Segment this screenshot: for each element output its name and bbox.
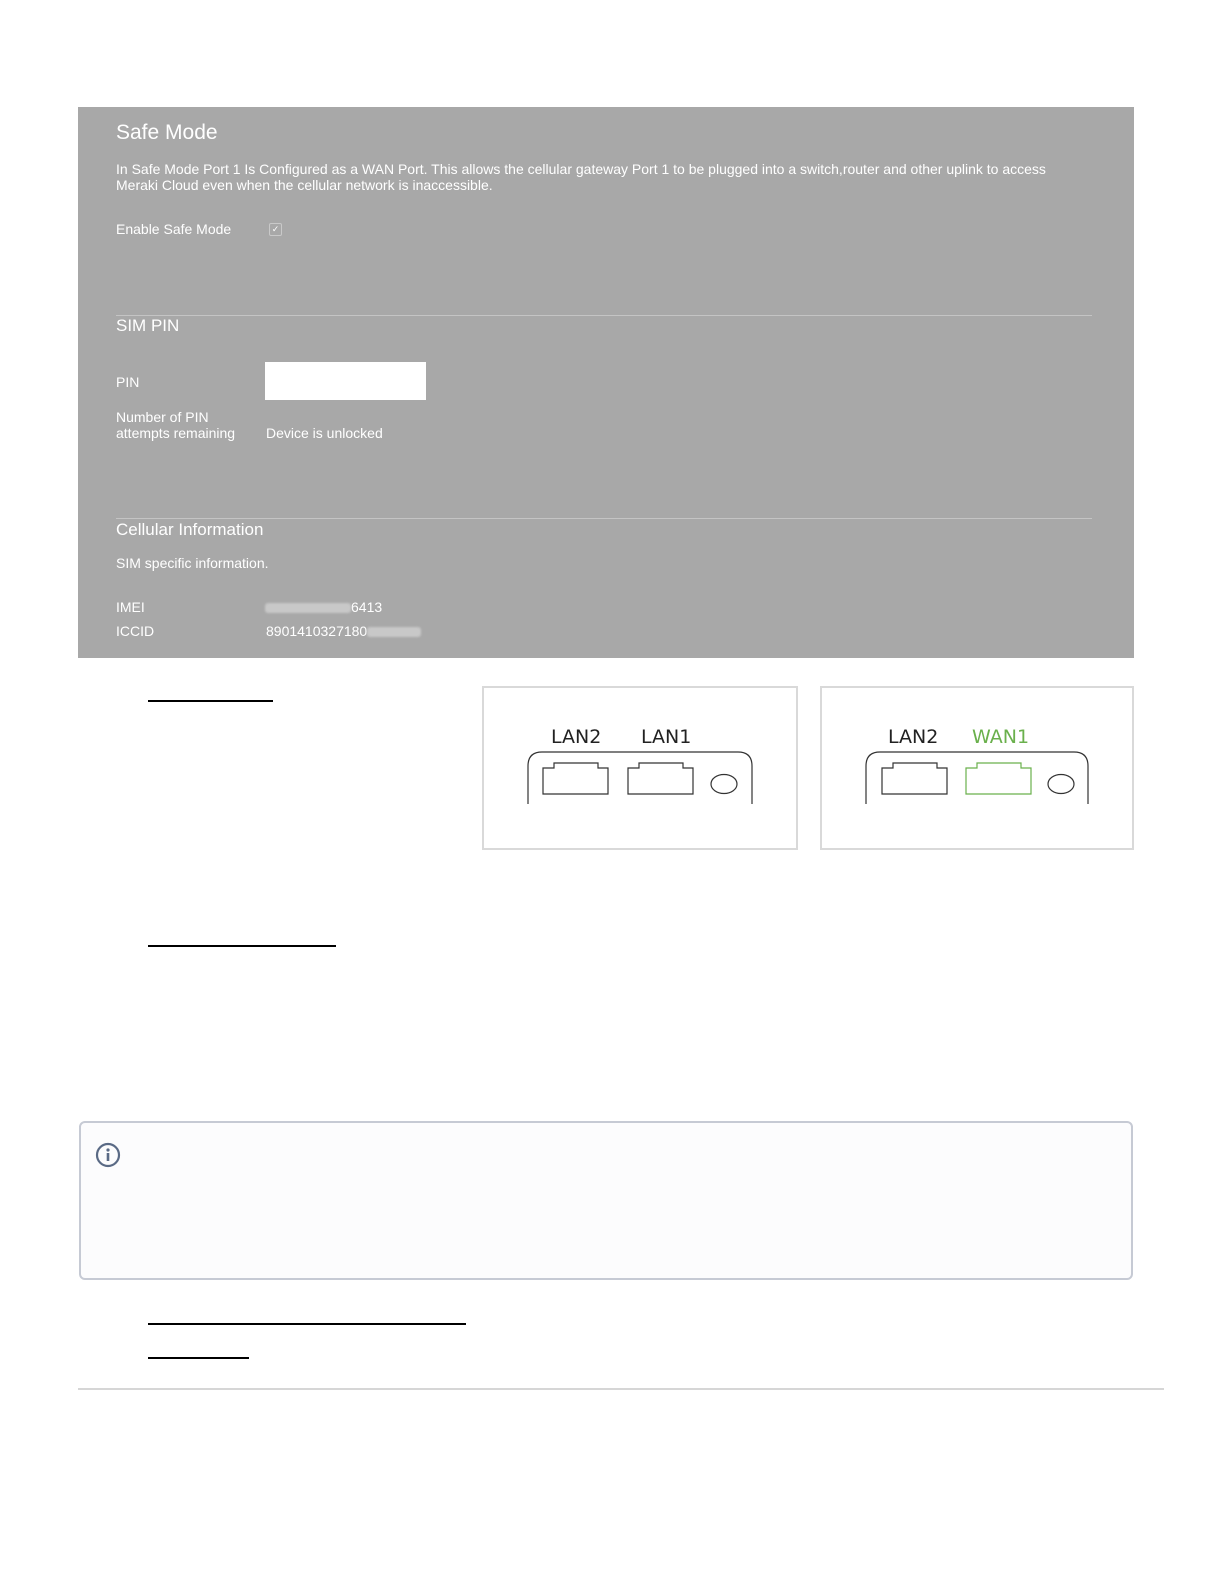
iccid-value xyxy=(266,623,421,639)
dashboard-settings-screenshot xyxy=(78,107,1134,658)
enable-safe-mode-label: Enable Safe Mode xyxy=(116,221,232,237)
info-circle-icon xyxy=(94,1141,122,1169)
port-diagram-normal xyxy=(482,686,798,850)
safe-mode-title: Safe Mode xyxy=(116,121,218,144)
imei-label: IMEI xyxy=(116,599,145,615)
safe-mode-description-line1: In Safe Mode Port 1 Is Configured as a WAN Port. This allows the cellular gateway Port 1 to be plugged into a switch,router and other uplink to access xyxy=(116,161,1046,177)
cellular-information-title: Cellular Information xyxy=(116,520,264,539)
device-ports-icon xyxy=(820,686,1134,850)
pin-input[interactable] xyxy=(265,362,426,400)
page-divider xyxy=(78,1388,1164,1390)
iccid-visible-digits: 8901410327180 xyxy=(266,623,368,639)
port-label-lan2: LAN2 xyxy=(551,726,602,748)
port-label-wan1: WAN1 xyxy=(972,726,1030,748)
link-underline[interactable] xyxy=(148,1323,466,1325)
section-divider xyxy=(116,315,1092,316)
enable-safe-mode-checkbox[interactable]: ✓ xyxy=(269,223,282,236)
imei-visible-digits: 6413 xyxy=(351,599,383,615)
pin-label: PIN xyxy=(116,374,140,390)
pin-attempts-label-line2: attempts remaining xyxy=(116,425,236,441)
imei-value xyxy=(265,599,382,615)
port-label-lan1: LAN1 xyxy=(641,726,692,748)
link-underline[interactable] xyxy=(148,945,336,947)
iccid-label: ICCID xyxy=(116,623,155,639)
section-divider xyxy=(116,518,1092,519)
safe-mode-description-line2: Meraki Cloud even when the cellular network is inaccessible. xyxy=(116,177,493,193)
device-ports-icon xyxy=(482,686,798,850)
sim-pin-title: SIM PIN xyxy=(116,316,180,335)
pin-attempts-value: Device is unlocked xyxy=(266,425,383,441)
link-underline[interactable] xyxy=(148,700,273,702)
redacted-blur xyxy=(265,603,351,613)
pin-attempts-label-line1: Number of PIN xyxy=(116,409,209,425)
cellular-subtitle: SIM specific information. xyxy=(116,555,269,571)
link-underline[interactable] xyxy=(148,1357,249,1359)
redacted-blur xyxy=(367,627,421,637)
info-callout xyxy=(79,1121,1133,1280)
port-diagram-safe-mode xyxy=(820,686,1134,850)
port-label-lan2: LAN2 xyxy=(888,726,939,748)
